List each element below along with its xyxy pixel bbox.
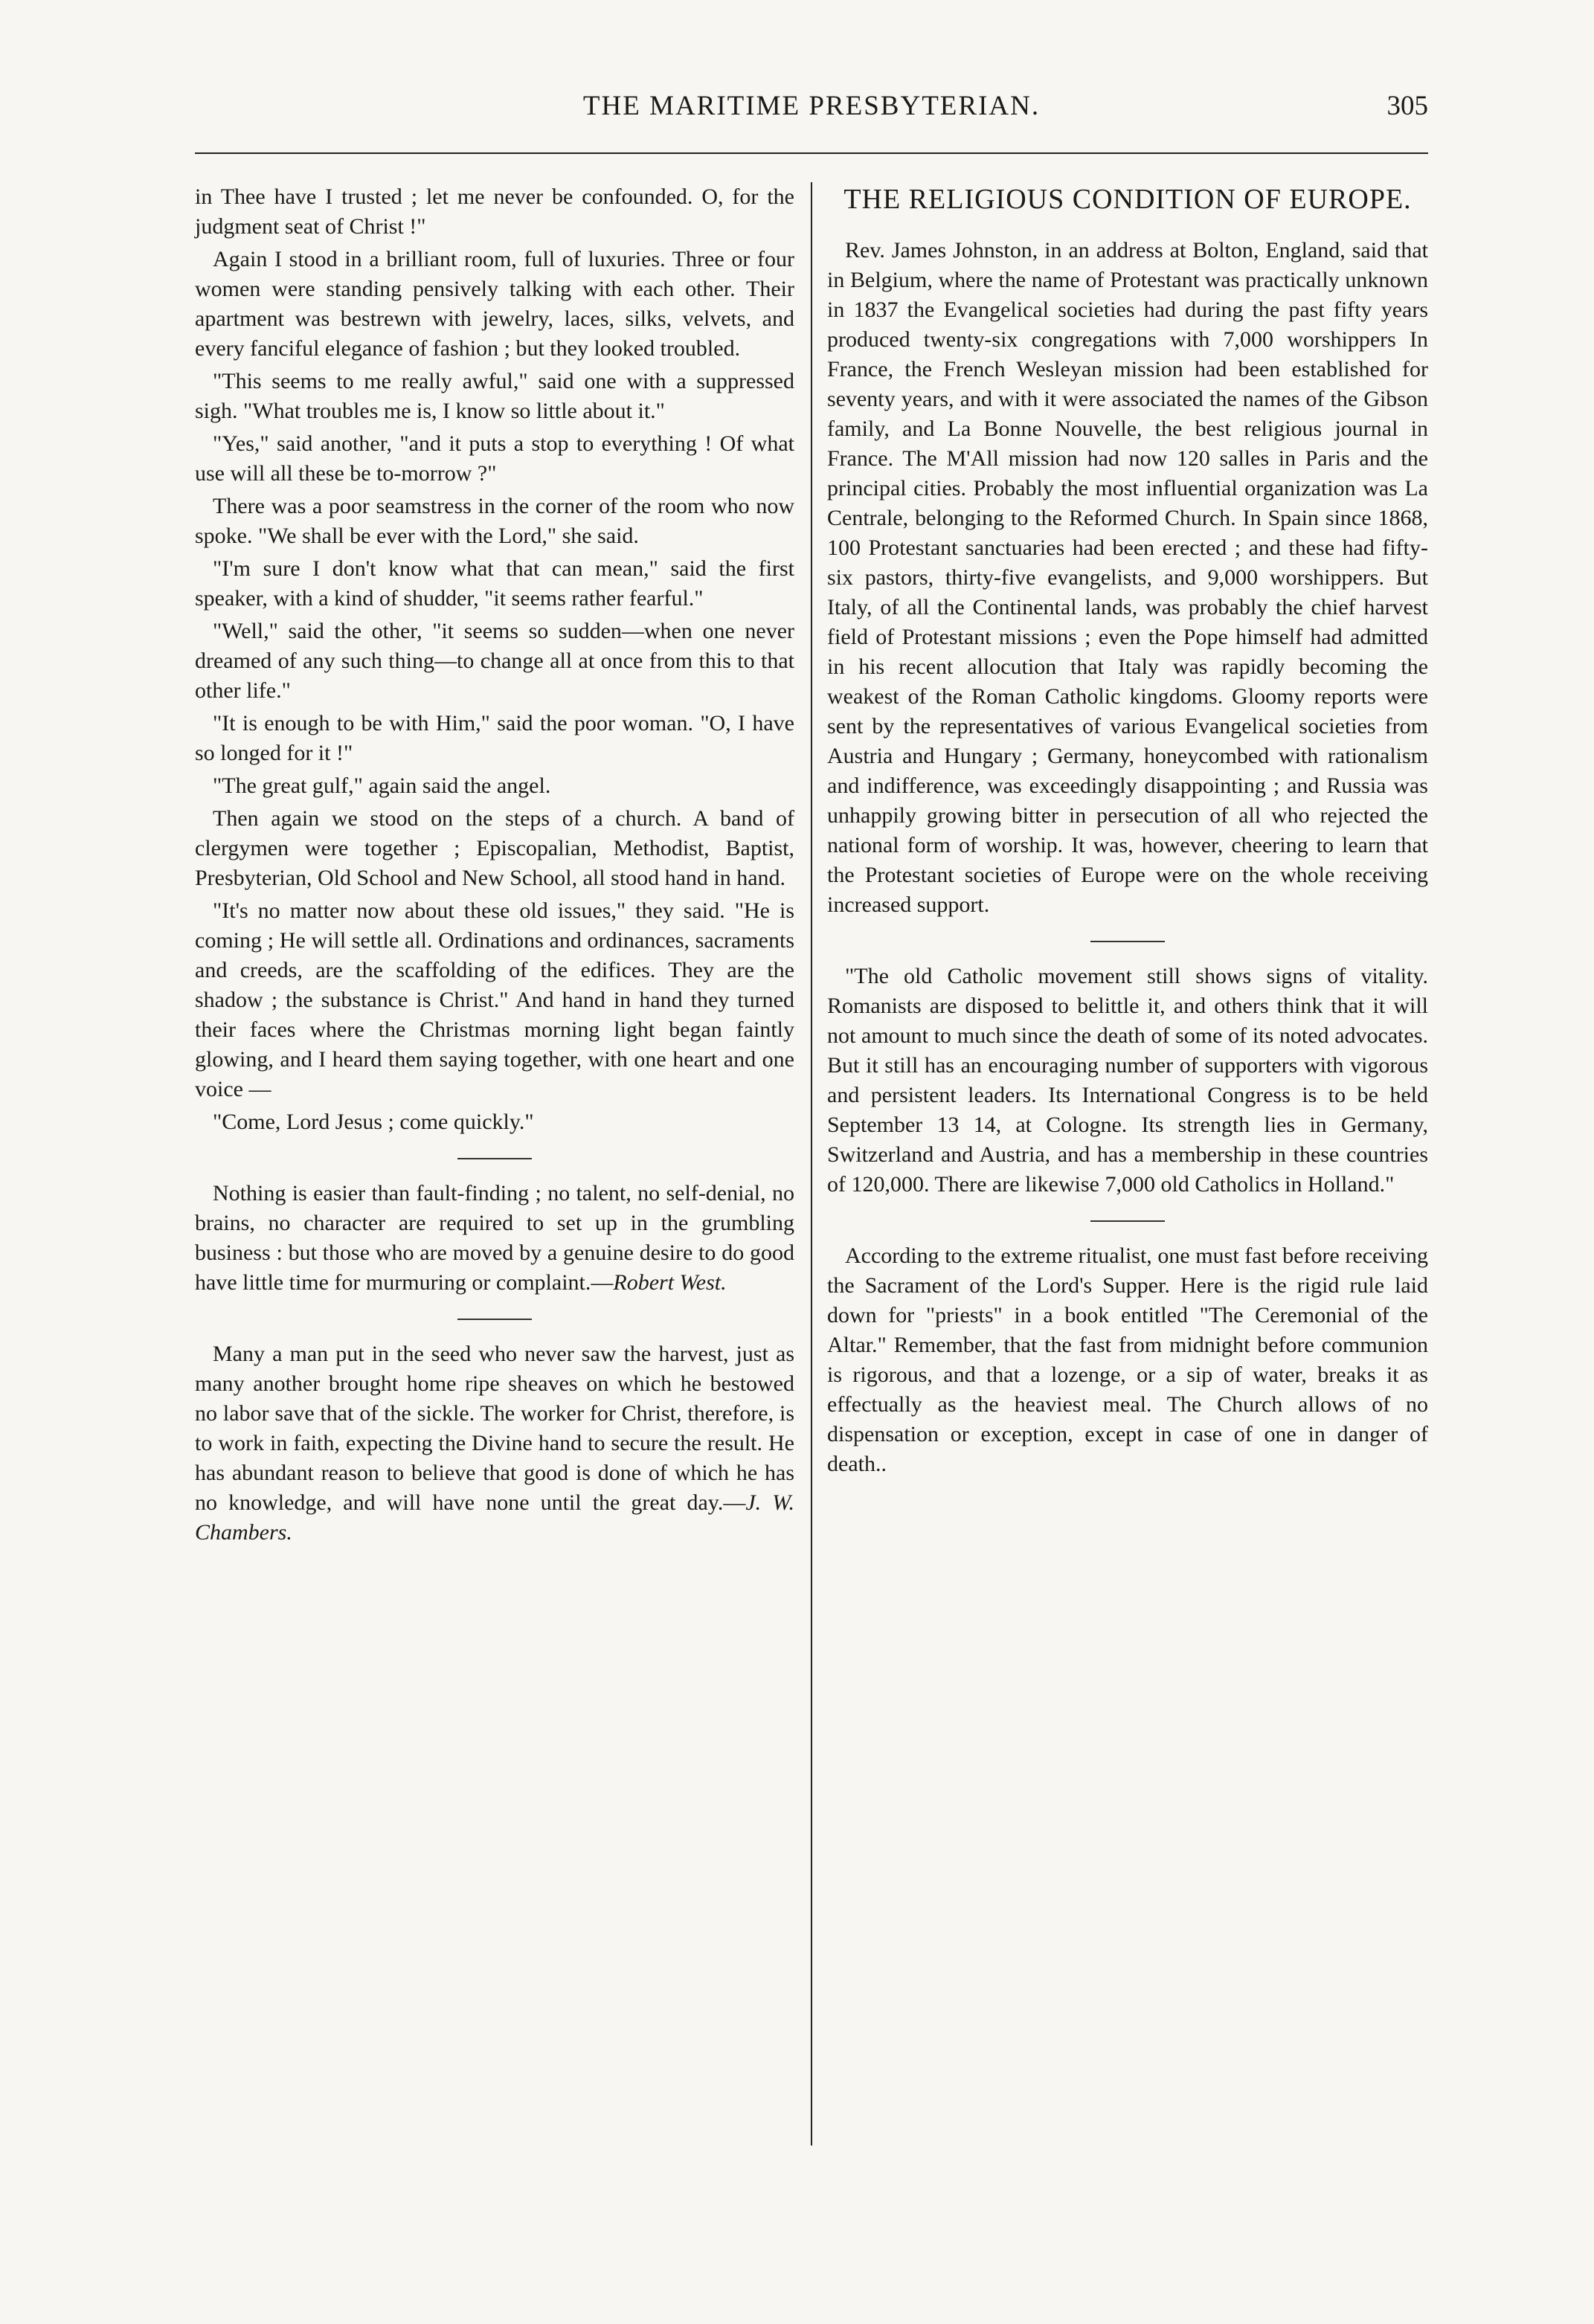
- section-separator: [457, 1319, 532, 1320]
- paragraph: "It is enough to be with Him," said the poor woman. "O, I have so longed for it !": [195, 711, 794, 765]
- column-divider: [811, 182, 812, 2146]
- right-column: [827, 182, 1428, 1482]
- paragraph: "Yes," said another, "and it puts a stop to everything ! Of what use will all these be to-morrow ?": [195, 431, 794, 486]
- paragraph: "It's no matter now about these old issues," they said. "He is coming ; He will settle all. Ordinations and ordinances, sacraments and creeds, are the scaffolding of the edifices. They are the shadow ; the substance is Christ." And hand in hand they turned their faces where the Christmas morning light began faintly glowing, and I heard them saying together, with one heart and one voice —: [195, 898, 794, 1101]
- article-title: THE RELIGIOUS CONDITION OF EUROPE.: [843, 184, 1412, 215]
- paragraph: Then again we stood on the steps of a church. A band of clergymen were together ; Episcopalian, Methodist, Baptist, Presbyterian, Old School and New School, all stood hand in hand.: [195, 806, 794, 890]
- fault-finding-text: Nothing is easier than fault-finding ; no talent, no self-denial, no brains, no character are required to set up in the grumbling business : but those who are moved by a genuine desire to do good have little time for murmuring or complaint.—: [195, 1181, 794, 1295]
- paragraph: "I'm sure I don't know what that can mean," said the first speaker, with a kind of shudder, "it seems rather fearful.": [195, 556, 794, 611]
- paragraph: Rev. James Johnston, in an address at Bolton, England, said that in Belgium, where the name of Protestant was practically unknown in 1837 the Evangelical societies had during the past fifty years produced twenty-six congregations with 7,000 worshippers In France, the French Wesleyan mission had been established for seventy years, and with it were associated the names of the Gibson family, and La Bonne Nouvelle, the best religious journal in France. The M'All mission had now 120 salles in Paris and the principal cities. Probably the most influential organization was La Centrale, belonging to the Reformed Church. In Spain since 1868, 100 Protestant sanctuaries had been erected ; and these had fifty-six pastors, thirty-five evangelists, and 9,000 worshippers. But Italy, of all the Continental lands, was probably the chief harvest field of Protestant missions ; even the Pope himself had admitted in his recent allocution that Italy was rapidly becoming the weakest of the Roman Catholic kingdoms. Gloomy reports were sent by the representatives of various Evangelical societies from Austria and Hungary ; Germany, honeycombed with rationalism and indifference, was exceedingly disappointing ; and Russia was unhappily growing bitter in persecution of all who rejected the national form of worship. It was, however, cheering to learn that the Protestant societies of Europe were on the whole receiving increased support.: [827, 238, 1428, 917]
- paragraph: in Thee have I trusted ; let me never be confounded. O, for the judgment seat of Christ !": [195, 184, 794, 239]
- running-title: THE MARITIME PRESBYTERIAN.: [582, 91, 1041, 121]
- page-number: 305: [1386, 91, 1428, 121]
- paragraph: "Come, Lord Jesus ; come quickly.": [213, 1110, 534, 1134]
- attribution: Robert West.: [613, 1270, 727, 1295]
- paragraph: According to the extreme ritualist, one must fast before receiving the Sacrament of the Lord's Supper. Here is the rigid rule laid down for "priests" in a book entitled "The Ceremonial of the Altar." Remember, that the fast from midnight before communion is rigorous, and that a lozenge, or a sip of water, breaks it as effectually as the heaviest meal. The Church allows of no dispensation or exception, except in case of one in danger of death..: [827, 1243, 1428, 1476]
- paragraph: "The old Catholic movement still shows signs of vitality. Romanists are disposed to belittle it, and others think that it will not amount to much since the death of some of its noted advocates. But it still has an encouraging number of supporters with vigorous and persistent leaders. Its International Congress is to be held September 13 14, at Cologne. Its strength lies in Germany, Switzerland and Austria, and has a membership in these countries of 120,000. There are likewise 7,000 old Catholics in Holland.": [827, 964, 1428, 1197]
- section-separator: [1090, 941, 1165, 942]
- left-column: [195, 182, 794, 1551]
- section-separator: [1090, 1220, 1165, 1222]
- attribution: J. W. Chambers.: [195, 1490, 794, 1545]
- header-rule: [195, 152, 1428, 154]
- harvest-paragraph: [195, 1339, 794, 1548]
- paragraph: "The great gulf," again said the angel.: [213, 773, 551, 798]
- fault-finding-paragraph: [195, 1179, 794, 1298]
- paragraph: There was a poor seamstress in the corner of the room who now spoke. "We shall be ever with the Lord," she said.: [195, 494, 794, 548]
- paragraph: "Well," said the other, "it seems so sudden—when one never dreamed of any such thing—to change all at once from this to that other life.": [195, 619, 794, 703]
- section-separator: [457, 1158, 532, 1159]
- harvest-text: Many a man put in the seed who never saw the harvest, just as many another brought home ripe sheaves on which he bestowed no labor save that of the sickle. The worker for Christ, therefore, is to work in faith, expecting the Divine hand to secure the result. He has abundant reason to believe that good is done of which he has no knowledge, and will have none until the great day.—: [195, 1342, 794, 1515]
- page-header: [195, 88, 1428, 140]
- paragraph: Again I stood in a brilliant room, full of luxuries. Three or four women were standing pensively talking with each other. Their apartment was bestrewn with jewelry, laces, silks, velvets, and every fanciful elegance of fashion ; but they looked troubled.: [195, 247, 794, 361]
- paragraph: "This seems to me really awful," said one with a suppressed sigh. "What troubles me is, I know so little about it.": [195, 369, 794, 423]
